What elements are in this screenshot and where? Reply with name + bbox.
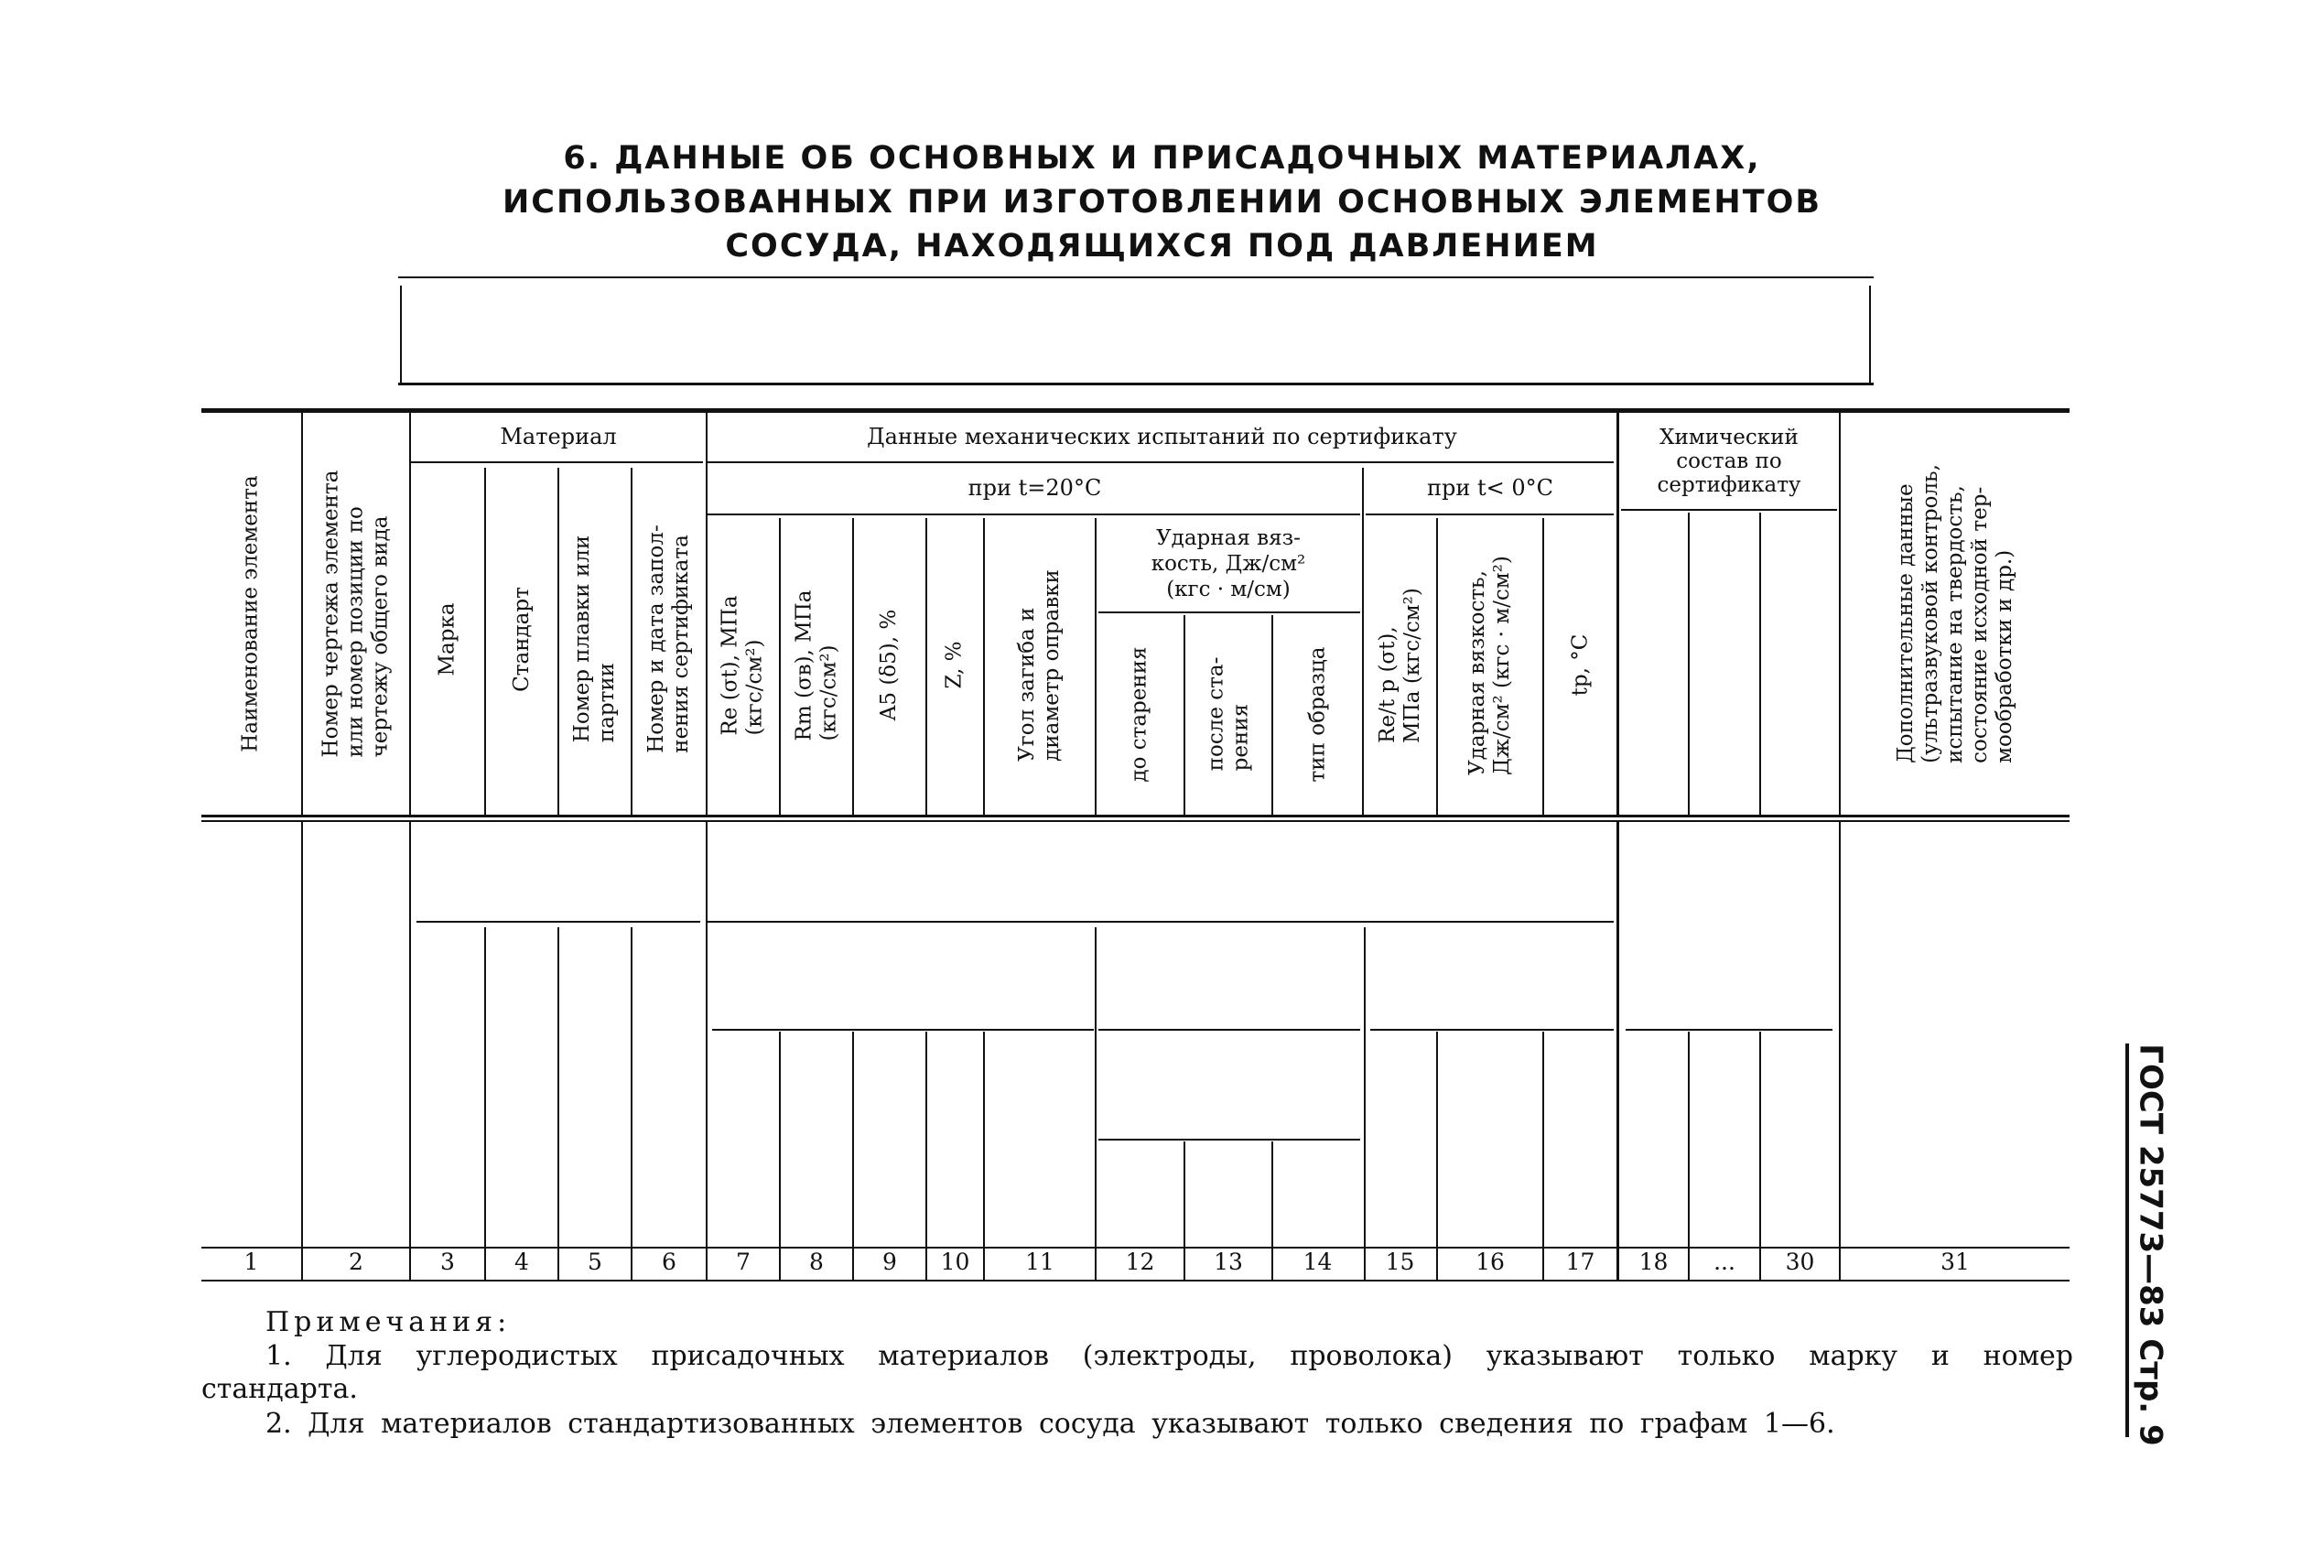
body-line-t0 — [1370, 1029, 1614, 1031]
section-title-line-2: ИСПОЛЬЗОВАННЫХ ПРИ ИЗГОТОВЛЕНИИ ОСНОВНЫХ ЭЛЕМЕНТОВ — [502, 184, 1822, 221]
col-header-13-text: после ста- рения — [1204, 656, 1252, 772]
box-bottom-line — [398, 383, 1874, 385]
col-header-12-text: до старения — [1128, 645, 1151, 783]
body-vline — [1759, 1032, 1761, 1280]
col-header-6-text: Номер и дата запол- нения сертификата — [644, 524, 693, 753]
body-line-mech — [708, 921, 1614, 923]
col-header-2-text: Номер чертежа элемента или номер позиции по чертежу общего вида — [319, 470, 393, 758]
col-number: 2 — [349, 1249, 363, 1275]
col-header-8-text: Rm (σв), МПа (кгс/см²) — [792, 589, 841, 741]
col-header-5 — [559, 463, 631, 815]
col-header-13 — [1185, 613, 1271, 815]
col-header-16 — [1438, 515, 1542, 815]
col-number: 4 — [514, 1249, 529, 1275]
body-line-material — [416, 921, 700, 923]
body-vline — [1364, 927, 1366, 1280]
col-number: 11 — [1025, 1249, 1054, 1275]
col-number: 9 — [882, 1249, 897, 1275]
body-line-impact-2 — [1098, 1139, 1360, 1141]
body-line-chem — [1626, 1029, 1832, 1031]
col-header-16-text: Ударная вязкость, Дж/см² (кгс · м/см²) — [1465, 555, 1515, 775]
col-header-6 — [632, 463, 706, 815]
col-number: 1 — [243, 1249, 259, 1275]
mech-group-header: Данные механических испытаний по сертификату — [867, 424, 1457, 449]
col-header-17 — [1544, 515, 1616, 815]
col-header-10-text: Z, % — [943, 641, 967, 689]
header-vline — [1759, 513, 1761, 816]
col-number: 3 — [440, 1249, 455, 1275]
body-vline — [484, 927, 486, 1280]
col-header-2 — [303, 413, 409, 815]
col-header-15-text: Re/t p (σt), МПа (кгс/см²) — [1375, 587, 1424, 743]
col-header-31 — [1841, 413, 2070, 815]
material-group-header: Материал — [500, 424, 617, 449]
body-vline — [409, 822, 411, 1280]
col-header-7-text: Re (σt), МПа (кгс/см²) — [719, 594, 768, 736]
col-header-10 — [927, 515, 983, 815]
body-vline — [706, 822, 708, 1280]
body-line-impact — [1098, 1029, 1360, 1031]
col-header-1 — [201, 413, 301, 815]
col-number: 12 — [1125, 1249, 1155, 1275]
col-number: 10 — [940, 1249, 970, 1275]
body-vline — [557, 927, 559, 1280]
body-vline — [301, 822, 303, 1280]
col-header-9 — [854, 515, 925, 815]
col-number: 16 — [1475, 1249, 1505, 1275]
t20-group-header: при t=20°C — [967, 475, 1102, 501]
col-header-8 — [781, 515, 852, 815]
col-header-7 — [708, 515, 779, 815]
col-number: 13 — [1214, 1249, 1243, 1275]
impact-group-header: Ударная вяз- кость, Дж/см² (кгс · м/см) — [1151, 525, 1306, 601]
chem-group-line — [1621, 509, 1837, 511]
box-left-line — [400, 286, 402, 383]
note-1-line-2: стандарта. — [201, 1373, 358, 1405]
col-header-5-text: Номер плавки или партии — [570, 535, 620, 743]
section-title-line-3: СОСУДА, НАХОДЯЩИХСЯ ПОД ДАВЛЕНИЕМ — [725, 228, 1599, 265]
body-vline — [1616, 822, 1619, 1280]
col-header-14 — [1273, 613, 1362, 815]
col-header-17-text: tp, °C — [1568, 633, 1592, 697]
col-header-4-text: Стандарт — [509, 586, 534, 692]
col-number: 14 — [1303, 1249, 1333, 1275]
chem-group-header: Химический состав по сертификату — [1657, 425, 1801, 497]
col-number: 5 — [588, 1249, 602, 1275]
body-vline — [1436, 1032, 1438, 1280]
col-header-11-text: Угол загиба и диаметр оправки — [1015, 568, 1065, 762]
col-number: 7 — [736, 1249, 751, 1275]
body-vline — [1095, 927, 1097, 1280]
col-number: 18 — [1638, 1249, 1669, 1275]
body-vline — [1542, 1032, 1544, 1280]
body-vline — [631, 927, 632, 1280]
col-number: ... — [1713, 1249, 1735, 1275]
header-bottom-line-2 — [201, 820, 2070, 822]
col-number: 8 — [809, 1249, 824, 1275]
col-header-11 — [985, 515, 1095, 815]
body-vline — [1839, 822, 1841, 1280]
col-number: 31 — [1940, 1249, 1970, 1275]
page-side-label-text: ГОСТ 25773—83 Стр. 9 — [2133, 1044, 2169, 1446]
col-header-15 — [1364, 515, 1436, 815]
col-header-9-text: A5 (δ5), % — [877, 609, 902, 721]
col-header-3-text: Марка — [435, 601, 459, 676]
col-number: 6 — [662, 1249, 676, 1275]
note-1-line-1: 1. Для углеродистых присадочных материалов (электроды, проволока) указывают только марку и номер — [265, 1340, 2073, 1372]
box-right-line — [1869, 286, 1871, 383]
notes-heading: Примечания: — [265, 1306, 512, 1338]
section-title-line-1: 6. ДАННЫЕ ОБ ОСНОВНЫХ И ПРИСАДОЧНЫХ МАТЕРИАЛАХ, — [563, 140, 1761, 177]
col-number: 30 — [1785, 1249, 1815, 1275]
page-side-label — [2105, 1044, 2197, 1446]
col-header-3 — [411, 463, 484, 815]
table-bottom-line — [201, 1280, 2070, 1281]
body-vline — [779, 1032, 781, 1280]
body-vline — [925, 1032, 927, 1280]
col-header-14-text: тип образца — [1305, 646, 1329, 782]
col-number: 15 — [1385, 1249, 1415, 1275]
col-number: 17 — [1565, 1249, 1595, 1275]
col-header-1-text: Наименование элемента — [239, 475, 263, 752]
box-top-line — [398, 276, 1874, 278]
col-header-31-text: Дополнительные данные (ультразвуковой контроль, испытание на твердость, состояние исходной тер- мообработки и др.) — [1893, 464, 2016, 763]
body-vline — [1688, 1032, 1690, 1280]
header-bottom-line — [201, 815, 2070, 817]
body-vline — [983, 1032, 985, 1280]
body-vline — [852, 1032, 854, 1280]
col-header-4 — [486, 463, 557, 815]
note-2: 2. Для материалов стандартизованных элементов сосуда указывают только сведения по графам 1—6. — [265, 1408, 1835, 1440]
body-line-t20 — [712, 1029, 1094, 1031]
header-vline — [1688, 513, 1690, 816]
t0-group-header: при t< 0°C — [1427, 475, 1553, 501]
col-header-12 — [1097, 613, 1184, 815]
